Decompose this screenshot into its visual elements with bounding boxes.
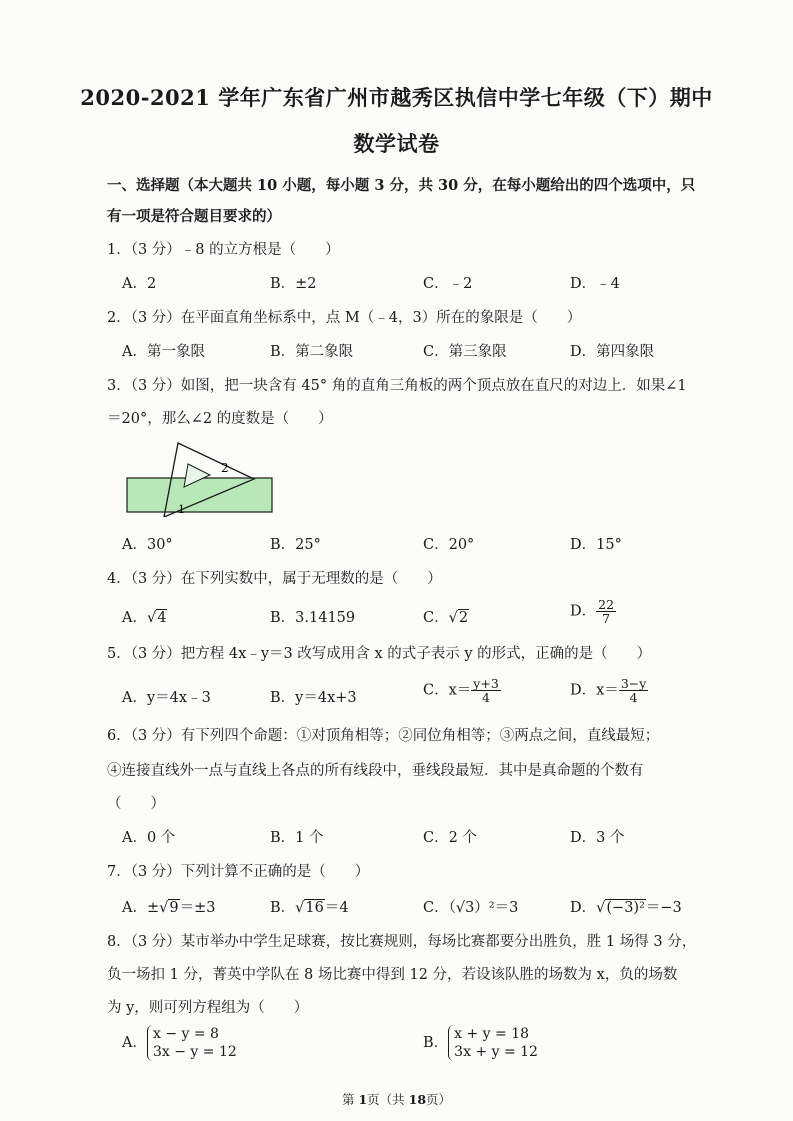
footer-suffix: 页） — [426, 1092, 452, 1107]
q5-option-c-prefix: C．x＝ — [423, 682, 472, 699]
q4-option-c-radicand: 2 — [458, 610, 469, 626]
q4-option-d — [570, 598, 616, 625]
q3-stem-line1: 3．（3 分）如图，把一块含有 45° 角的直角三角板的两个顶点放在直尺的对边上．如果∠1 — [107, 378, 687, 394]
q7-option-a-radicand: 9 — [169, 900, 179, 916]
q6-stem-line1: 6．（3 分）有下列四个命题：①对顶角相等；②同位角相等；③两点之间，直线最短； — [107, 728, 660, 744]
q6-option-d: D．3 个 — [570, 830, 625, 846]
q6-option-b: B．1 个 — [270, 830, 324, 846]
q5-option-b: B．y＝4x+3 — [270, 690, 357, 706]
sqrt-sign: √16 — [295, 900, 324, 916]
q4-option-c — [423, 606, 469, 627]
q4-stem: 4．（3 分）在下列实数中，属于无理数的是（ ） — [107, 571, 442, 587]
q7-option-a — [122, 896, 215, 917]
q8-option-a-eq1: x − y = 8 — [152, 1026, 219, 1042]
q1-option-c: C．﹣2 — [423, 276, 473, 292]
equation-system — [147, 1025, 237, 1061]
q8-stem-line3: 为 y，则可列方程组为（ ） — [107, 1000, 309, 1016]
q4-option-a-prefix: A． — [122, 610, 147, 626]
q7-option-b-prefix: B． — [270, 900, 296, 916]
sqrt-sign: √9 — [159, 900, 179, 916]
q3-stem-line2: ＝20°，那么∠2 的度数是（ ） — [107, 411, 333, 427]
footer-page-number: 1 — [358, 1092, 368, 1107]
q4-option-a-radicand: 4 — [157, 610, 167, 626]
q4-option-b: B．3.14159 — [270, 610, 356, 626]
q8-option-a-eq2: 3x − y = 12 — [152, 1044, 237, 1060]
q5-option-c — [423, 677, 501, 704]
q7-option-b-suffix: ＝4 — [324, 900, 349, 916]
q3-option-c: C．20° — [423, 537, 475, 553]
q3-option-a: A．30° — [122, 537, 173, 553]
q1-option-a: A．2 — [122, 276, 157, 292]
q8-option-b — [423, 1025, 538, 1061]
q2-stem: 2．（3 分）在平面直角坐标系中，点 M（﹣4，3）所在的象限是（ ） — [107, 310, 582, 326]
q7-option-a-suffix: ＝±3 — [179, 900, 216, 916]
q2-option-c: C．第三象限 — [423, 344, 507, 360]
footer-total-pages: 18 — [408, 1092, 427, 1107]
q7-option-b-radicand: 16 — [305, 900, 324, 916]
ruler-shape — [127, 478, 272, 512]
q8-stem-line2: 负一场扣 1 分，菁英中学队在 8 场比赛中得到 12 分，若设该队胜的场数为 x，负的场数 — [107, 967, 678, 983]
q3-option-b: B．25° — [270, 537, 321, 553]
q2-option-a: A．第一象限 — [122, 344, 205, 360]
angle-label-1: 1 — [178, 503, 185, 516]
q8-stem-line1: 8．（3 分）某市举办中学生足球赛，按比赛规则，每场比赛都要分出胜负，胜 1 场得 3 分， — [107, 934, 697, 950]
q4-option-c-prefix: C． — [423, 610, 449, 626]
q5-option-c-denominator: 4 — [482, 690, 490, 705]
section1-heading-line1: 一、选择题（本大题共 10 小题，每小题 3 分，共 30 分，在每小题给出的四个选项中，只 — [107, 177, 696, 194]
q7-option-b — [270, 896, 349, 917]
fraction — [596, 598, 616, 625]
q1-option-b: B．±2 — [270, 276, 317, 292]
q6-stem-line3: （ ） — [107, 796, 165, 812]
q4-option-d-prefix: D． — [570, 603, 597, 620]
q8-option-b-eq2: 3x + y = 12 — [454, 1044, 538, 1060]
q1-stem: 1．（3 分）﹣8 的立方根是（ ） — [107, 242, 340, 258]
q8-option-b-eq1: x + y = 18 — [454, 1026, 530, 1042]
q5-option-d — [570, 677, 648, 704]
q4-option-a — [122, 606, 167, 627]
q8-option-a-prefix: A． — [122, 1035, 147, 1051]
q5-option-d-prefix: D．x＝ — [570, 682, 619, 699]
q3-option-d: D．15° — [570, 537, 622, 553]
q8-option-a — [122, 1025, 237, 1061]
q2-option-b: B．第二象限 — [270, 344, 354, 360]
q7-option-a-prefix: A．± — [122, 900, 160, 916]
q7-option-d-prefix: D． — [570, 900, 597, 916]
q7-option-d-radicand: (−3)² — [606, 900, 645, 916]
q5-option-d-numerator: 3−y — [620, 676, 647, 691]
q5-option-c-numerator: y+3 — [473, 676, 499, 691]
q5-option-a: A．y＝4x﹣3 — [122, 690, 211, 706]
q4-option-d-numerator: 22 — [598, 597, 615, 612]
sqrt-sign: √2 — [448, 610, 469, 626]
q1-option-d: D．﹣4 — [570, 276, 620, 292]
footer-middle: 页（共 — [367, 1092, 409, 1107]
q6-option-c: C．2 个 — [423, 830, 477, 846]
exam-title-line1: 2020-2021 学年广东省广州市越秀区执信中学七年级（下）期中 — [80, 85, 713, 110]
q8-option-b-prefix: B． — [423, 1035, 449, 1051]
q5-option-d-denominator: 4 — [629, 690, 638, 705]
q7-option-d — [570, 896, 682, 917]
footer-prefix: 第 — [341, 1092, 359, 1107]
equation-system — [448, 1025, 538, 1061]
section1-heading-line2: 有一项是符合题目要求的） — [107, 208, 281, 225]
fraction — [619, 677, 649, 704]
q7-stem: 7．（3 分）下列计算不正确的是（ ） — [107, 864, 370, 880]
sqrt-sign: √(−3)² — [596, 900, 645, 916]
q2-option-d: D．第四象限 — [570, 344, 655, 360]
q6-stem-line2: ④连接直线外一点与直线上各点的所有线段中，垂线段最短．其中是真命题的个数有 — [107, 763, 644, 779]
q7-option-d-suffix: ＝−3 — [645, 900, 682, 916]
angle-label-2: 2 — [221, 461, 229, 475]
ruler-triangle-figure — [126, 437, 276, 517]
fraction — [471, 677, 501, 704]
exam-title-line2: 数学试卷 — [353, 131, 440, 156]
q4-option-d-denominator: 7 — [602, 611, 611, 626]
page-footer — [0, 1090, 793, 1108]
q7-option-c: C．（√3）²＝3 — [423, 900, 519, 916]
q5-stem: 5．（3 分）把方程 4x﹣y＝3 改写成用含 x 的式子表示 y 的形式，正确的是（ ） — [107, 646, 652, 662]
sqrt-sign: √4 — [146, 610, 167, 626]
q6-option-a: A．0 个 — [122, 830, 176, 846]
